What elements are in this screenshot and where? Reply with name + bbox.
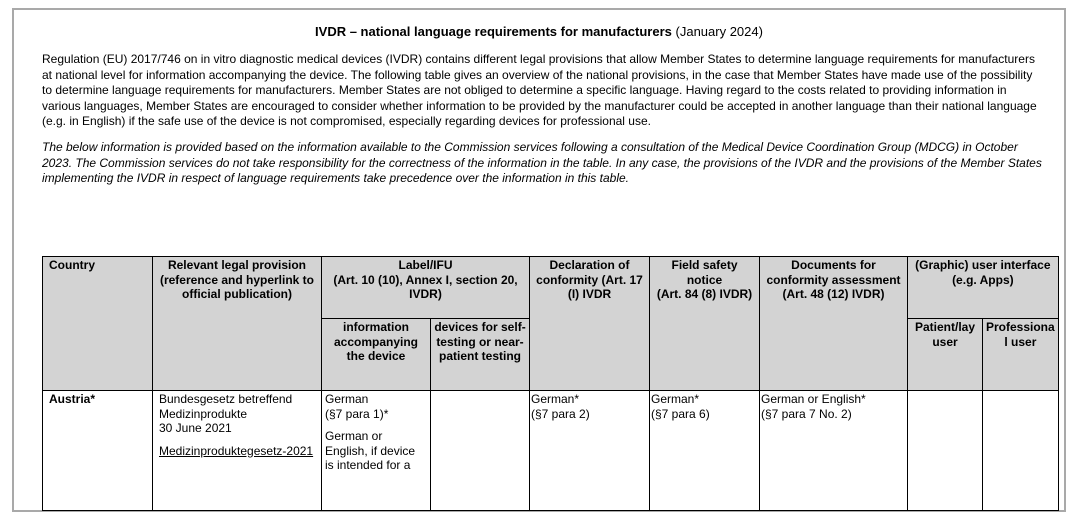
- header-field-safety: Field safety notice (Art. 84 (8) IVDR): [650, 257, 760, 391]
- info-line: German: [325, 392, 369, 406]
- language-requirements-table: [42, 256, 1059, 511]
- cell-legal-provision: [153, 391, 322, 511]
- document-page: [12, 8, 1066, 512]
- cell-documents: [760, 391, 908, 511]
- documents-line: German or English*: [761, 392, 866, 406]
- header-professional-user: Professiona l user: [983, 319, 1059, 391]
- disclaimer-paragraph: The below information is provided based on the information available to the Commission services following a consultation of the Medical Device Coordination Group (MDCG) in October 2023. The Commission services do not take responsibility for the correctness of the information in the table. In any case, the provisions of the IVDR and the provisions of the Member States implementing the IVDR in respect of language requirements take precedence over the information in this table.: [42, 140, 1042, 185]
- title-main: IVDR – national language requirements for manufacturers: [315, 24, 672, 39]
- info-line: (§7 para 1)*: [325, 406, 389, 421]
- header-patient-user: Patient/lay user: [908, 319, 983, 391]
- header-label-ifu: Label/IFU (Art. 10 (10), Annex I, section 20, IVDR): [322, 257, 530, 319]
- field-safety-line: (§7 para 6): [651, 406, 710, 421]
- cell-patient-user: [908, 391, 983, 511]
- header-gui: (Graphic) user interface (e.g. Apps): [908, 257, 1059, 319]
- declaration-line: German*: [531, 392, 580, 406]
- cell-self-testing: [431, 391, 530, 511]
- cell-field-safety: [650, 391, 760, 511]
- info-line: German or English, if device is intended for a: [325, 429, 416, 472]
- header-info-accompanying: information accompanying the device: [322, 319, 431, 391]
- document-title: [14, 24, 1064, 39]
- legal-line: 30 June 2021: [159, 421, 232, 435]
- header-declaration: Declaration of conformity (Art. 17 (I) IVDR: [530, 257, 650, 391]
- intro-paragraph: Regulation (EU) 2017/746 on in vitro diagnostic medical devices (IVDR) contains different legal provisions that allow Member States to determine language requirements for manufacturers at national level for information accompanying the device. The following table gives an overview of the national provisions, in the case that Member States have made use of the possibility to determine language requirements for manufacturers. Member States are not obliged to determine a specific language. Having regard to the costs related to providing information in various languages, Member States are encouraged to consider whether information to be provided by the manufacturer could be accepted in another language than their national language (e.g. in English) if the safe use of the device is not compromised, especially regarding devices for professional use.: [42, 52, 1037, 128]
- cell-professional-user: [983, 391, 1059, 511]
- cell-info-accompanying: [322, 391, 431, 511]
- legal-hyperlink[interactable]: Medizinproduktegesetz-2021: [159, 443, 314, 458]
- field-safety-line: German*: [651, 392, 700, 406]
- header-documents: Documents for conformity assessment (Art. 48 (12) IVDR): [760, 257, 908, 391]
- legal-line: Bundesgesetz betreffend: [159, 392, 293, 406]
- header-country: Country: [43, 257, 153, 391]
- header-self-testing: devices for self-testing or near-patient testing: [431, 319, 530, 391]
- header-legal-provision: Relevant legal provision (reference and hyperlink to official publication): [153, 257, 322, 391]
- cell-country: Austria*: [43, 391, 153, 511]
- documents-line: (§7 para 7 No. 2): [761, 406, 852, 421]
- table-row: [43, 391, 1059, 511]
- legal-line: Medizinprodukte: [159, 406, 248, 421]
- cell-declaration: [530, 391, 650, 511]
- declaration-line: (§7 para 2): [531, 406, 590, 421]
- title-date: (January 2024): [675, 24, 763, 39]
